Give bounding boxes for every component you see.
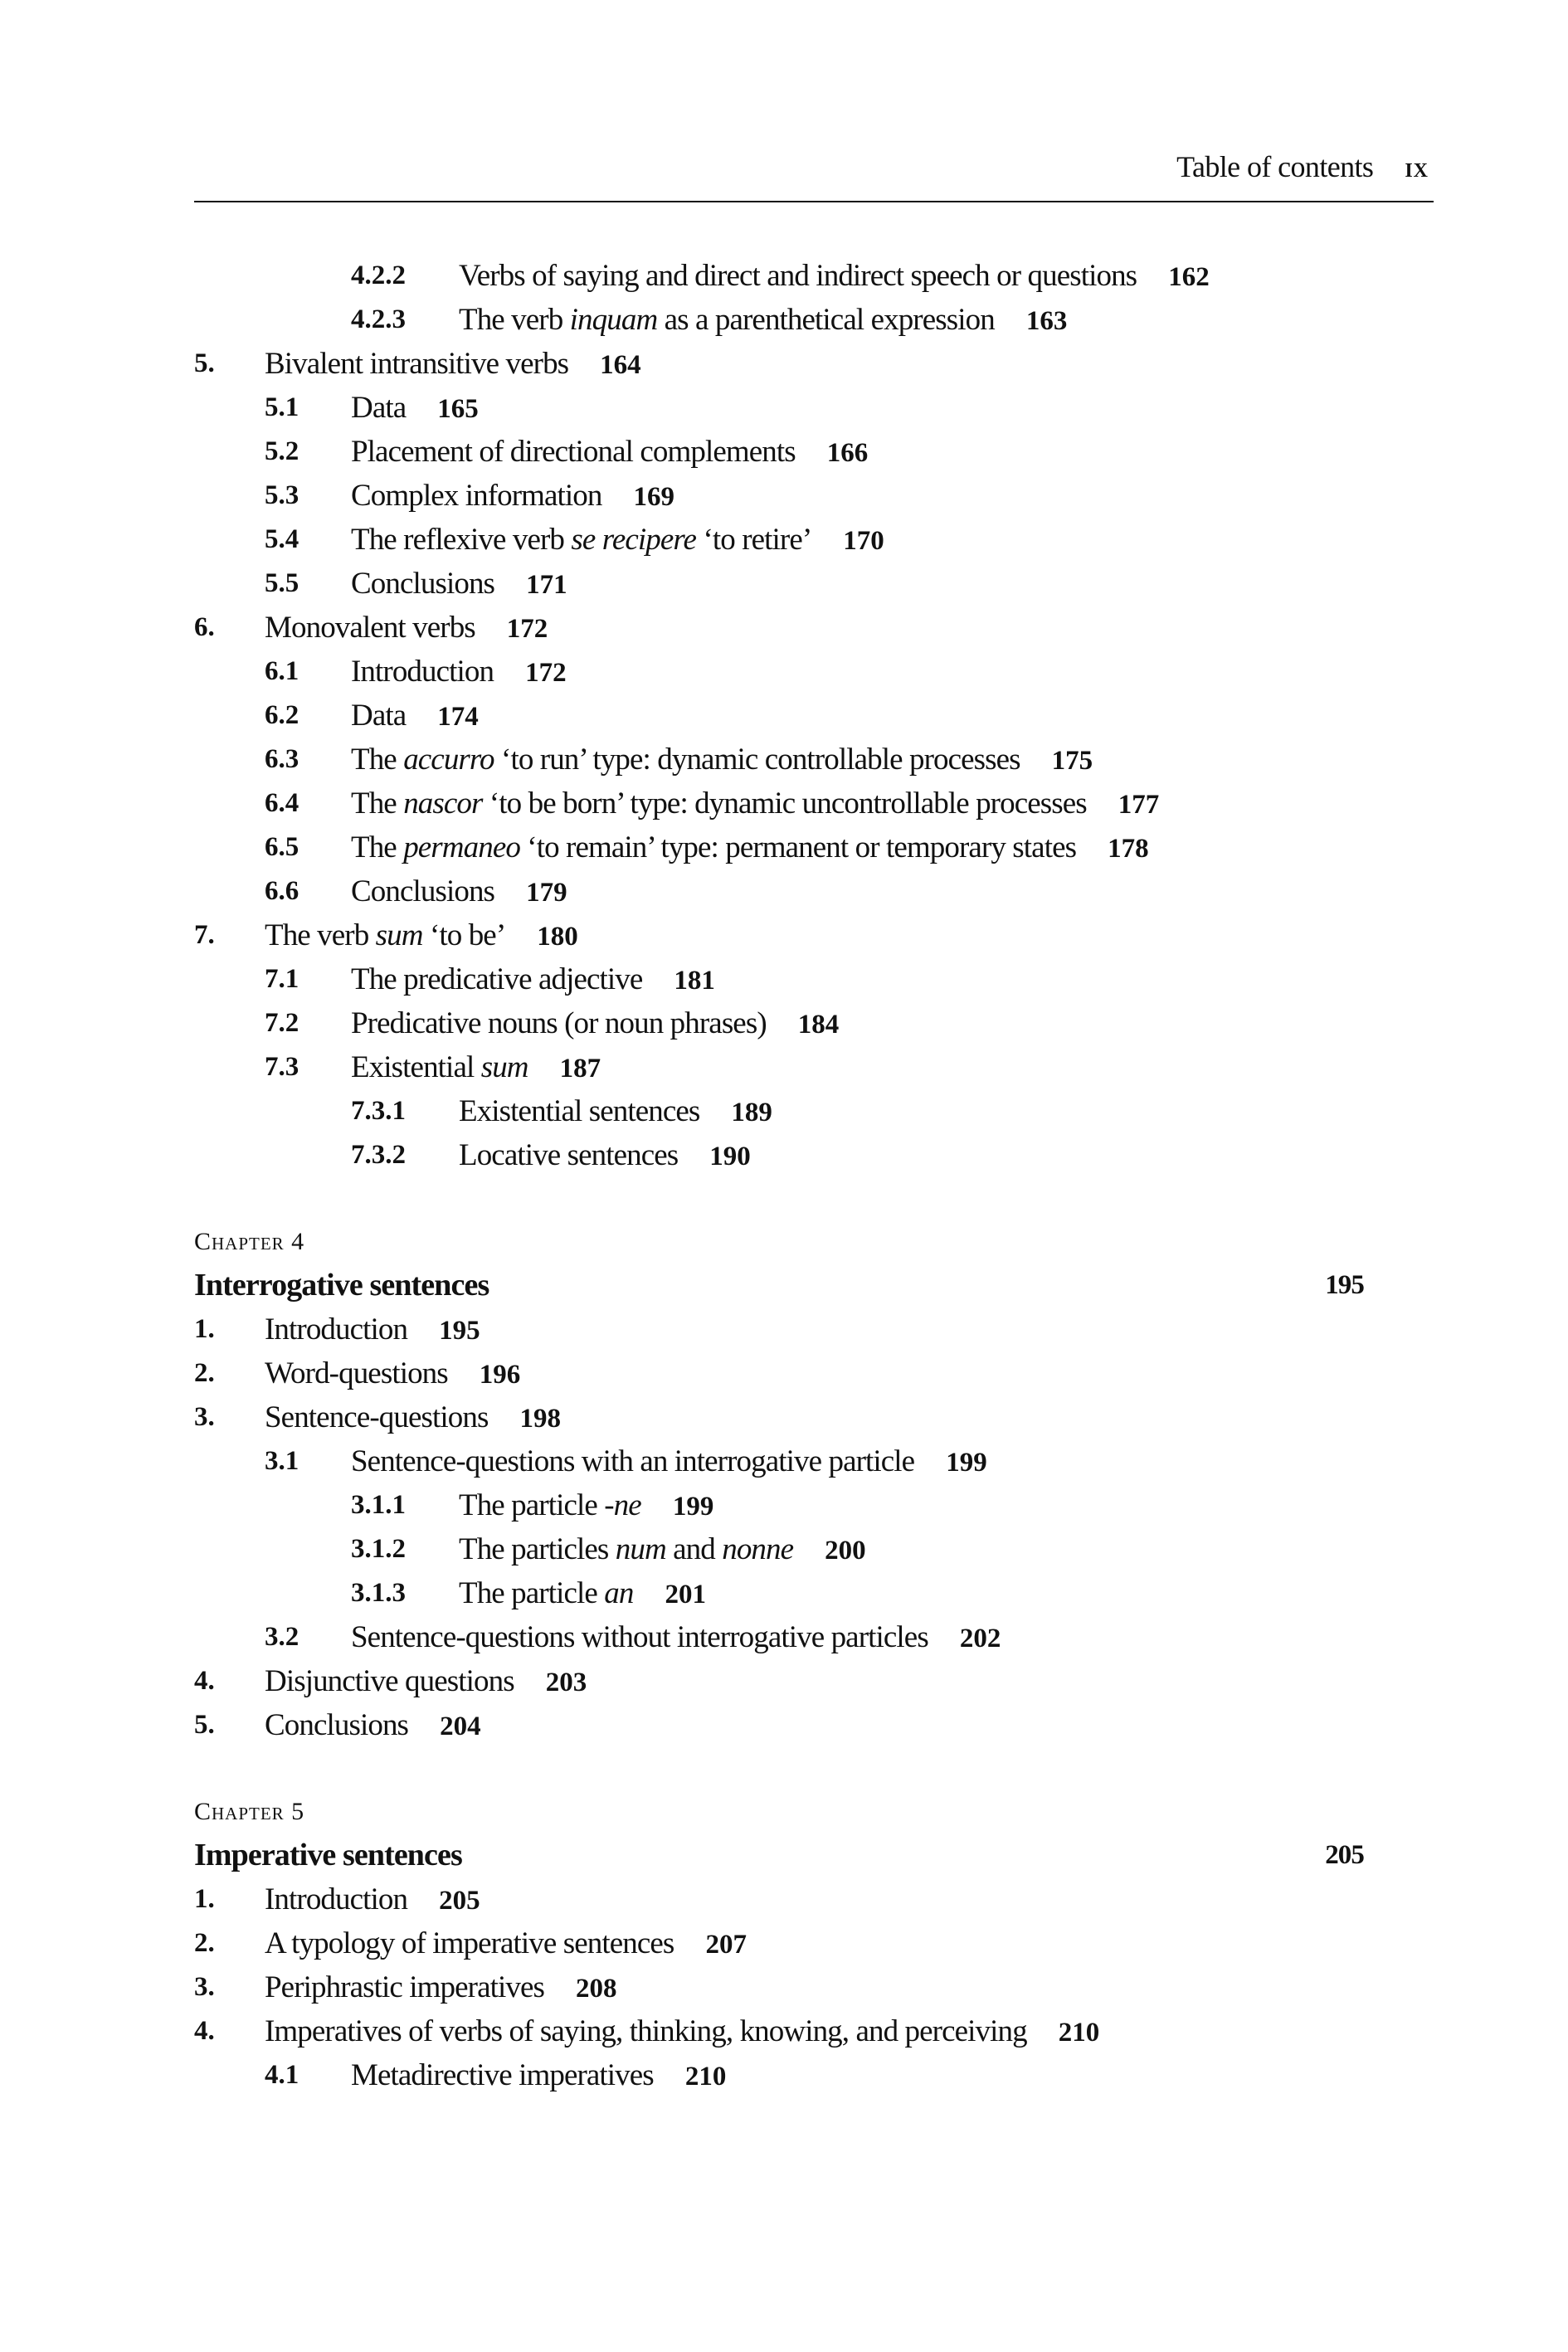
section-title-line[interactable] [351, 1439, 987, 1485]
section-title-line[interactable] [351, 694, 479, 739]
toc-entry[interactable] [194, 562, 1364, 606]
toc-entry[interactable] [194, 1133, 1364, 1177]
section-title-text: Periphrastic imperatives [265, 1970, 544, 2004]
section-title-text: Data [351, 699, 407, 733]
section-number: 7.2 [265, 1008, 299, 1038]
section-title-text: Introduction [265, 1312, 408, 1346]
section-number: 1. [194, 1884, 215, 1914]
section-page-number: 200 [825, 1536, 866, 1566]
section-number: 5.3 [265, 480, 299, 510]
toc-entry[interactable] [194, 254, 1364, 298]
section-title-text: Imperatives of verbs of saying, thinking, knowing, and perceiving [265, 2014, 1027, 2048]
section-title-text: Disjunctive questions [265, 1664, 514, 1698]
toc-entry[interactable] [194, 1307, 1364, 1351]
section-title-text: Introduction [351, 655, 494, 689]
section-title-line[interactable] [351, 650, 567, 695]
toc-entry[interactable] [194, 1439, 1364, 1483]
toc-entry[interactable] [194, 957, 1364, 1001]
section-title-line[interactable] [459, 1483, 713, 1529]
toc-entry[interactable] [194, 1921, 1364, 1965]
section-title-line[interactable] [265, 606, 548, 651]
section-number: 6.2 [265, 700, 299, 730]
section-page-number: 169 [633, 482, 674, 512]
section-title-line[interactable] [351, 562, 567, 607]
section-title-text: Complex information [351, 479, 602, 513]
section-page-number: 199 [672, 1492, 714, 1522]
section-title-line[interactable] [351, 738, 1093, 783]
section-title-text: The [351, 786, 404, 821]
section-page-number: 162 [1168, 262, 1210, 292]
section-title-text: ‘to retire’ [696, 523, 812, 557]
section-page-number: 177 [1118, 790, 1160, 820]
section-title-text: ‘to run’ type: dynamic controllable processes [494, 743, 1020, 777]
toc-entry[interactable] [194, 474, 1364, 518]
toc-entry[interactable] [194, 825, 1364, 869]
section-number: 6.4 [265, 788, 299, 818]
section-title-line[interactable] [351, 782, 1159, 827]
section-title-text: Monovalent verbs [265, 611, 475, 645]
header-rule [194, 201, 1434, 202]
toc-entry[interactable] [194, 430, 1364, 474]
section-title-line[interactable] [351, 957, 715, 1003]
section-page-number: 178 [1108, 834, 1149, 864]
section-title-line[interactable] [265, 1351, 520, 1397]
section-number: 4. [194, 2016, 215, 2046]
section-title-line[interactable] [351, 2053, 726, 2099]
section-title-text: Data [351, 391, 407, 425]
section-page-number: 207 [705, 1930, 747, 1960]
section-page-number: 181 [674, 966, 715, 996]
section-title-text: The verb [459, 303, 570, 337]
section-number: 3.1.3 [351, 1578, 406, 1608]
section-number: 3.1.1 [351, 1490, 406, 1520]
section-title-text: Placement of directional complements [351, 435, 796, 469]
section-title-line[interactable] [265, 1395, 561, 1441]
toc-entry[interactable] [194, 1483, 1364, 1527]
section-page-number: 208 [575, 1974, 617, 2004]
italic-term: sum [480, 1050, 528, 1084]
section-title-text: Sentence-questions [265, 1400, 489, 1434]
section-title-text: Bivalent intransitive verbs [265, 347, 569, 381]
toc-entry[interactable] [194, 1395, 1364, 1439]
section-title-line[interactable] [459, 1133, 751, 1179]
section-title-text: Metadirective imperatives [351, 2058, 654, 2092]
toc-entry[interactable] [194, 1965, 1364, 2009]
section-title-line[interactable] [265, 1921, 747, 1967]
section-number: 7.3.2 [351, 1140, 406, 1170]
section-title-line[interactable] [459, 298, 1067, 343]
section-page-number: 199 [946, 1448, 987, 1478]
table-of-contents [194, 254, 1364, 2097]
section-number: 4.2.2 [351, 261, 406, 290]
section-number: 5.1 [265, 392, 299, 422]
section-number: 5. [194, 348, 215, 378]
section-title-text: Conclusions [265, 1708, 409, 1742]
toc-entry[interactable] [194, 1527, 1364, 1571]
toc-entry[interactable] [194, 1089, 1364, 1133]
section-page-number: 203 [545, 1668, 587, 1697]
section-title-text: Word-questions [265, 1356, 448, 1390]
section-page-number: 174 [437, 702, 479, 732]
toc-entry[interactable] [194, 1351, 1364, 1395]
italic-term: se recipere [571, 523, 697, 557]
toc-entry[interactable] [194, 606, 1364, 650]
section-title-line[interactable] [459, 1089, 772, 1135]
section-title-text: Predicative nouns (or noun phrases) [351, 1006, 767, 1040]
chapter-label: Chapter 4 [194, 1228, 305, 1255]
toc-entry[interactable] [194, 738, 1364, 782]
section-number: 6.6 [265, 876, 299, 906]
running-header-title: Table of contents [1176, 150, 1374, 183]
section-title-line[interactable] [265, 913, 578, 959]
section-title-text: A typology of imperative sentences [265, 1926, 674, 1960]
section-title-text: The [351, 830, 404, 864]
chapter-title-row[interactable] [194, 1264, 1364, 1307]
section-title-line[interactable] [351, 1001, 839, 1047]
section-title-text: Existential sentences [459, 1094, 700, 1128]
section-title-text: The particle [459, 1488, 605, 1522]
section-title-text: The predicative adjective [351, 962, 643, 996]
section-title-text: Locative sentences [459, 1138, 679, 1172]
section-title-text: Conclusions [351, 567, 495, 601]
toc-entry[interactable] [194, 2053, 1364, 2097]
section-title-line[interactable] [351, 869, 567, 915]
section-number: 3. [194, 1402, 215, 1432]
section-number: 2. [194, 1358, 215, 1388]
italic-term: sum [375, 918, 423, 952]
section-number: 6.5 [265, 832, 299, 862]
italic-term: num [615, 1532, 666, 1566]
chapter-title-row[interactable] [194, 1833, 1364, 1877]
section-title-line[interactable] [265, 342, 641, 387]
section-page-number: 210 [1058, 2018, 1100, 2048]
section-title-line[interactable] [351, 1045, 601, 1091]
toc-entry[interactable] [194, 342, 1364, 386]
toc-entry[interactable] [194, 1045, 1364, 1089]
section-title-line[interactable] [351, 1615, 1001, 1661]
section-page-number: 187 [559, 1054, 601, 1083]
italic-term: an [604, 1576, 634, 1610]
section-page-number: 179 [526, 878, 567, 908]
section-number: 7. [194, 920, 215, 950]
chapter-title[interactable]: Imperative sentences [194, 1838, 462, 1872]
section-number: 3.1.2 [351, 1534, 406, 1564]
section-number: 7.1 [265, 964, 299, 994]
section-title-text: The [351, 743, 404, 777]
section-page-number: 201 [665, 1580, 706, 1609]
toc-entry[interactable] [194, 1571, 1364, 1615]
running-header [1176, 149, 1429, 184]
section-page-number: 172 [506, 614, 548, 644]
section-title-text: Sentence-questions with an interrogative particle [351, 1444, 915, 1478]
section-title-text: The particle [459, 1576, 605, 1610]
toc-entry[interactable] [194, 1877, 1364, 1921]
section-page-number: 184 [797, 1010, 840, 1040]
section-title-text: ‘to remain’ type: permanent or temporary states [519, 830, 1077, 864]
section-number: 3.1 [265, 1446, 299, 1476]
section-number: 6.3 [265, 744, 299, 774]
section-number: 4. [194, 1666, 215, 1696]
section-page-number: 163 [1025, 306, 1068, 336]
toc-entry[interactable] [194, 1615, 1364, 1659]
section-number: 5.5 [265, 568, 299, 598]
section-title-line[interactable] [351, 474, 674, 519]
section-page-number: 166 [826, 438, 869, 468]
toc-entry[interactable] [194, 650, 1364, 694]
section-title-line[interactable] [265, 1307, 480, 1353]
section-number: 6.1 [265, 656, 299, 686]
page-number: ix [1405, 153, 1429, 183]
section-number: 5.2 [265, 436, 299, 466]
section-title-line[interactable] [265, 1659, 587, 1705]
section-page-number: 210 [684, 2062, 727, 2091]
section-title-text: Introduction [265, 1882, 408, 1916]
section-title-line[interactable] [351, 386, 479, 431]
section-number: 3.2 [265, 1622, 299, 1652]
section-page-number: 164 [600, 350, 641, 380]
section-page-number: 170 [843, 526, 884, 556]
toc-entry[interactable] [194, 386, 1364, 430]
section-page-number: 205 [439, 1886, 480, 1916]
toc-entry[interactable] [194, 518, 1364, 562]
section-number: 3. [194, 1972, 215, 2002]
toc-entry[interactable] [194, 694, 1364, 738]
italic-term: accurro [403, 743, 494, 777]
section-page-number: 180 [537, 922, 578, 952]
section-title-line[interactable] [265, 2009, 1099, 2055]
section-number: 5. [194, 1710, 215, 1740]
section-title-text: The verb [265, 918, 376, 952]
chapter-page-number: 195 [1325, 1270, 1364, 1300]
section-title-line[interactable] [351, 518, 884, 563]
section-title-line[interactable] [351, 430, 868, 475]
section-title-line[interactable] [459, 254, 1210, 299]
section-title-text: as a parenthetical expression [657, 303, 995, 337]
toc-entry[interactable] [194, 782, 1364, 825]
italic-term: -ne [604, 1488, 641, 1522]
section-page-number: 189 [731, 1098, 772, 1127]
section-title-line[interactable] [265, 1703, 481, 1749]
toc-entry[interactable] [194, 913, 1364, 957]
section-page-number: 204 [440, 1712, 481, 1741]
section-number: 4.2.3 [351, 304, 406, 334]
section-page-number: 196 [479, 1360, 521, 1390]
italic-term: inquam [569, 303, 658, 337]
section-title-text: The reflexive verb [351, 523, 572, 557]
toc-entry[interactable] [194, 1703, 1364, 1747]
chapter-label: Chapter 5 [194, 1798, 305, 1825]
section-page-number: 202 [959, 1624, 1001, 1653]
section-title-text: Existential [351, 1050, 481, 1084]
section-title-line[interactable] [459, 1571, 706, 1617]
section-number: 1. [194, 1314, 215, 1344]
section-title-text: ‘to be’ [422, 918, 506, 952]
section-title-line[interactable] [265, 1877, 480, 1923]
section-page-number: 172 [525, 658, 567, 688]
section-title-text: Conclusions [351, 874, 495, 908]
chapter-title[interactable]: Interrogative sentences [194, 1268, 489, 1303]
section-title-line[interactable] [459, 1527, 866, 1573]
section-title-text: Verbs of saying and direct and indirect speech or questions [459, 259, 1137, 293]
section-number: 6. [194, 612, 215, 642]
section-page-number: 175 [1051, 746, 1093, 776]
toc-entry[interactable] [194, 2009, 1364, 2053]
section-title-text: The particles [459, 1532, 616, 1566]
toc-entry[interactable] [194, 1659, 1364, 1703]
section-title-text: Sentence-questions without interrogative particles [351, 1620, 928, 1654]
italic-term: permaneo [403, 830, 520, 864]
section-page-number: 195 [439, 1316, 480, 1346]
section-number: 7.3 [265, 1052, 299, 1082]
italic-term: nascor [403, 786, 483, 821]
chapter-page-number: 205 [1325, 1840, 1364, 1870]
section-title-line[interactable] [351, 825, 1149, 871]
section-title-text: ‘to be born’ type: dynamic uncontrollable processes [482, 786, 1087, 821]
section-page-number: 198 [519, 1404, 561, 1434]
section-page-number: 190 [709, 1142, 751, 1171]
toc-entry[interactable] [194, 1001, 1364, 1045]
toc-entry[interactable] [194, 869, 1364, 913]
section-page-number: 171 [526, 570, 567, 600]
section-number: 7.3.1 [351, 1096, 406, 1126]
section-number: 2. [194, 1928, 215, 1958]
section-number: 4.1 [265, 2060, 299, 2090]
section-page-number: 165 [437, 394, 479, 424]
toc-entry[interactable] [194, 298, 1364, 342]
italic-term: nonne [722, 1532, 794, 1566]
section-title-line[interactable] [265, 1965, 616, 2011]
section-title-text: and [665, 1532, 723, 1566]
section-number: 5.4 [265, 524, 299, 554]
